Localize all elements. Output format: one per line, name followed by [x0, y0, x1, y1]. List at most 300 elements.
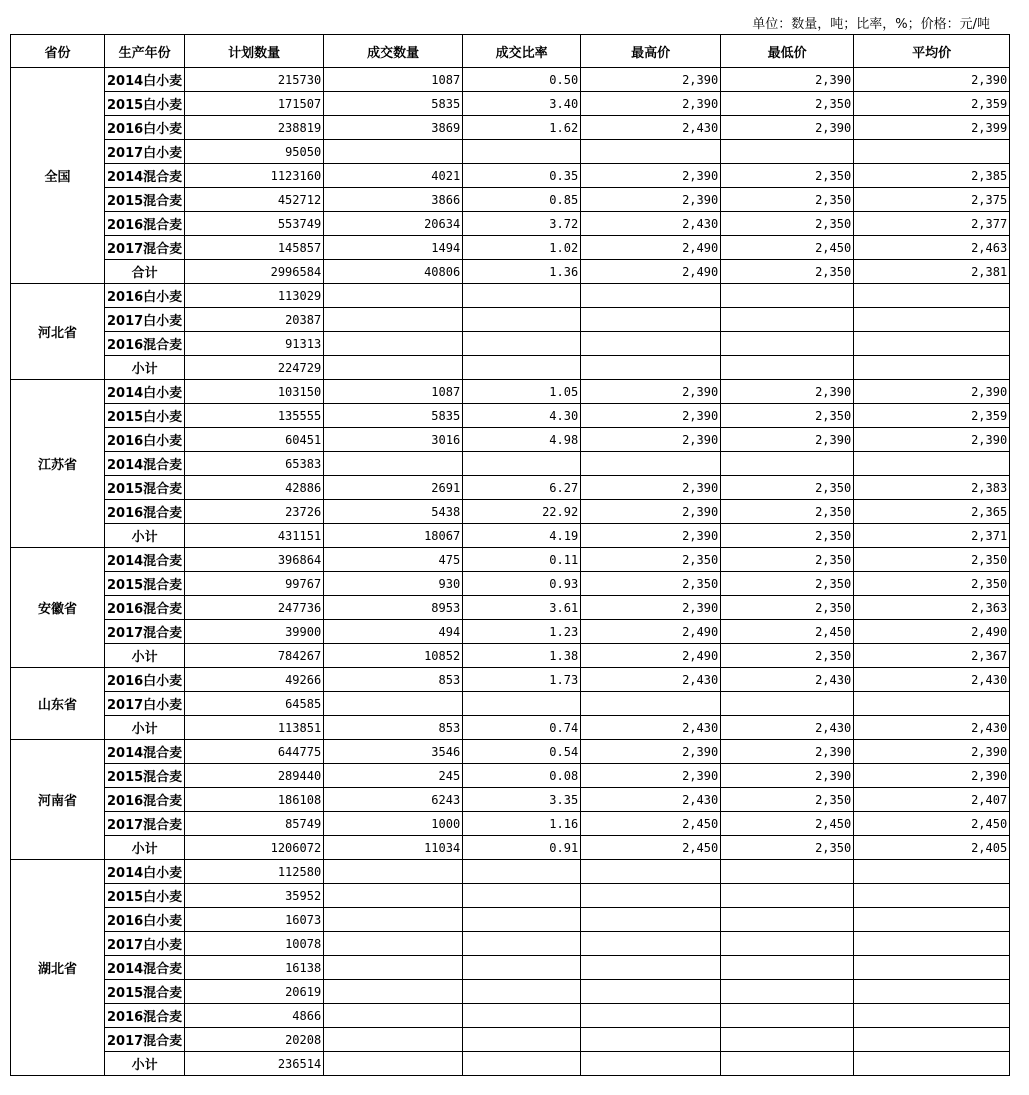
max-price-cell: 2,490: [581, 260, 721, 284]
max-price-cell: 2,390: [581, 380, 721, 404]
min-price-cell: [721, 1028, 854, 1052]
min-price-cell: [721, 1052, 854, 1076]
year-cell: 2015白小麦: [105, 92, 185, 116]
deal-qty-cell: 6243: [324, 788, 463, 812]
min-price-cell: [721, 1004, 854, 1028]
avg-price-cell: 2,399: [854, 116, 1010, 140]
year-cell: 2016白小麦: [105, 284, 185, 308]
planned-qty-cell: 85749: [185, 812, 324, 836]
avg-price-cell: [854, 980, 1010, 1004]
min-price-cell: 2,450: [721, 620, 854, 644]
deal-ratio-cell: [463, 356, 581, 380]
year-cell: 2016混合麦: [105, 212, 185, 236]
subtotal-label: 小计: [105, 524, 185, 548]
year-cell: 2017混合麦: [105, 236, 185, 260]
max-price-cell: 2,390: [581, 428, 721, 452]
avg-price-cell: [854, 1028, 1010, 1052]
table-row: [11, 956, 1010, 980]
min-price-cell: [721, 980, 854, 1004]
planned-qty-cell: 215730: [185, 68, 324, 92]
max-price-cell: [581, 980, 721, 1004]
planned-qty-cell: 35952: [185, 884, 324, 908]
min-price-cell: 2,430: [721, 716, 854, 740]
year-cell: 2016混合麦: [105, 788, 185, 812]
avg-price-cell: [854, 356, 1010, 380]
year-cell: 2014混合麦: [105, 164, 185, 188]
deal-ratio-cell: 3.40: [463, 92, 581, 116]
max-price-cell: [581, 332, 721, 356]
min-price-cell: 2,350: [721, 644, 854, 668]
year-cell: 2016混合麦: [105, 1004, 185, 1028]
avg-price-cell: 2,381: [854, 260, 1010, 284]
planned-qty-cell: 1123160: [185, 164, 324, 188]
table-row: [11, 548, 1010, 572]
min-price-cell: [721, 908, 854, 932]
year-cell: 2016混合麦: [105, 332, 185, 356]
deal-ratio-cell: 1.36: [463, 260, 581, 284]
deal-qty-cell: 2691: [324, 476, 463, 500]
deal-qty-cell: 10852: [324, 644, 463, 668]
min-price-cell: 2,390: [721, 428, 854, 452]
deal-ratio-cell: [463, 452, 581, 476]
avg-price-cell: [854, 956, 1010, 980]
table-row: [11, 812, 1010, 836]
unit-note: 单位：数量，吨；比率，%；价格：元/吨: [752, 17, 990, 32]
min-price-cell: [721, 692, 854, 716]
max-price-cell: 2,490: [581, 644, 721, 668]
min-price-cell: 2,450: [721, 812, 854, 836]
deal-ratio-cell: [463, 908, 581, 932]
max-price-cell: 2,390: [581, 188, 721, 212]
table-row: [11, 764, 1010, 788]
max-price-cell: 2,390: [581, 68, 721, 92]
header-deal-qty: 成交数量: [324, 35, 463, 68]
deal-qty-cell: [324, 1004, 463, 1028]
table-row: [11, 380, 1010, 404]
year-cell: 2017白小麦: [105, 308, 185, 332]
table-row: [11, 236, 1010, 260]
year-cell: 2014混合麦: [105, 956, 185, 980]
max-price-cell: 2,390: [581, 404, 721, 428]
deal-qty-cell: 11034: [324, 836, 463, 860]
year-cell: 2016白小麦: [105, 668, 185, 692]
min-price-cell: 2,390: [721, 116, 854, 140]
avg-price-cell: [854, 692, 1010, 716]
avg-price-cell: [854, 332, 1010, 356]
planned-qty-cell: 1206072: [185, 836, 324, 860]
planned-qty-cell: 452712: [185, 188, 324, 212]
table-row: [11, 68, 1010, 92]
planned-qty-cell: 238819: [185, 116, 324, 140]
max-price-cell: 2,390: [581, 740, 721, 764]
table-row: [11, 836, 1010, 860]
deal-ratio-cell: 3.35: [463, 788, 581, 812]
table-row: [11, 332, 1010, 356]
avg-price-cell: [854, 140, 1010, 164]
deal-ratio-cell: [463, 140, 581, 164]
header-min-price: 最低价: [721, 35, 854, 68]
year-cell: 2016混合麦: [105, 596, 185, 620]
max-price-cell: 2,430: [581, 668, 721, 692]
province-cell: 江苏省: [11, 380, 105, 548]
deal-ratio-cell: [463, 332, 581, 356]
max-price-cell: 2,430: [581, 116, 721, 140]
year-cell: 2016白小麦: [105, 908, 185, 932]
planned-qty-cell: 49266: [185, 668, 324, 692]
min-price-cell: [721, 452, 854, 476]
planned-qty-cell: 99767: [185, 572, 324, 596]
deal-ratio-cell: [463, 1052, 581, 1076]
table-row: [11, 428, 1010, 452]
planned-qty-cell: 784267: [185, 644, 324, 668]
year-cell: 2014白小麦: [105, 68, 185, 92]
table-body: [11, 68, 1010, 1076]
planned-qty-cell: 42886: [185, 476, 324, 500]
planned-qty-cell: 20387: [185, 308, 324, 332]
avg-price-cell: [854, 1052, 1010, 1076]
max-price-cell: [581, 1052, 721, 1076]
planned-qty-cell: 60451: [185, 428, 324, 452]
deal-qty-cell: 4021: [324, 164, 463, 188]
min-price-cell: [721, 332, 854, 356]
deal-ratio-cell: 0.50: [463, 68, 581, 92]
planned-qty-cell: 396864: [185, 548, 324, 572]
deal-qty-cell: [324, 932, 463, 956]
planned-qty-cell: 289440: [185, 764, 324, 788]
avg-price-cell: 2,390: [854, 764, 1010, 788]
deal-qty-cell: 1087: [324, 380, 463, 404]
table-row: [11, 716, 1010, 740]
deal-ratio-cell: 1.05: [463, 380, 581, 404]
header-province: 省份: [11, 35, 105, 68]
deal-ratio-cell: 3.61: [463, 596, 581, 620]
avg-price-cell: 2,490: [854, 620, 1010, 644]
avg-price-cell: 2,430: [854, 716, 1010, 740]
min-price-cell: [721, 884, 854, 908]
table-row: [11, 500, 1010, 524]
year-cell: 2017混合麦: [105, 1028, 185, 1052]
table-row: [11, 452, 1010, 476]
table-row: [11, 356, 1010, 380]
max-price-cell: [581, 884, 721, 908]
deal-ratio-cell: [463, 956, 581, 980]
deal-qty-cell: 5835: [324, 404, 463, 428]
table-row: [11, 260, 1010, 284]
deal-qty-cell: 3016: [324, 428, 463, 452]
table-row: [11, 788, 1010, 812]
max-price-cell: [581, 956, 721, 980]
subtotal-label: 合计: [105, 260, 185, 284]
planned-qty-cell: 16138: [185, 956, 324, 980]
avg-price-cell: 2,450: [854, 812, 1010, 836]
min-price-cell: 2,390: [721, 764, 854, 788]
deal-qty-cell: 1000: [324, 812, 463, 836]
min-price-cell: 2,350: [721, 404, 854, 428]
min-price-cell: 2,350: [721, 524, 854, 548]
table-row: [11, 884, 1010, 908]
province-cell: 湖北省: [11, 860, 105, 1076]
table-row: [11, 692, 1010, 716]
max-price-cell: 2,390: [581, 92, 721, 116]
deal-qty-cell: 3869: [324, 116, 463, 140]
table-row: [11, 740, 1010, 764]
deal-ratio-cell: [463, 980, 581, 1004]
year-cell: 2014混合麦: [105, 452, 185, 476]
max-price-cell: [581, 692, 721, 716]
year-cell: 2017白小麦: [105, 932, 185, 956]
deal-ratio-cell: 1.02: [463, 236, 581, 260]
deal-ratio-cell: [463, 308, 581, 332]
subtotal-label: 小计: [105, 836, 185, 860]
deal-qty-cell: [324, 284, 463, 308]
deal-qty-cell: [324, 356, 463, 380]
deal-ratio-cell: 22.92: [463, 500, 581, 524]
planned-qty-cell: 10078: [185, 932, 324, 956]
table-row: [11, 1028, 1010, 1052]
table-row: [11, 212, 1010, 236]
planned-qty-cell: 23726: [185, 500, 324, 524]
planned-qty-cell: 2996584: [185, 260, 324, 284]
deal-ratio-cell: 1.73: [463, 668, 581, 692]
deal-ratio-cell: [463, 860, 581, 884]
max-price-cell: [581, 140, 721, 164]
deal-ratio-cell: 0.91: [463, 836, 581, 860]
deal-ratio-cell: 4.19: [463, 524, 581, 548]
deal-ratio-cell: 1.16: [463, 812, 581, 836]
deal-qty-cell: [324, 332, 463, 356]
avg-price-cell: 2,363: [854, 596, 1010, 620]
deal-ratio-cell: [463, 284, 581, 308]
table-row: [11, 308, 1010, 332]
table-row: [11, 476, 1010, 500]
max-price-cell: 2,430: [581, 716, 721, 740]
min-price-cell: [721, 356, 854, 380]
deal-qty-cell: 40806: [324, 260, 463, 284]
avg-price-cell: 2,385: [854, 164, 1010, 188]
max-price-cell: [581, 308, 721, 332]
min-price-cell: 2,350: [721, 188, 854, 212]
year-cell: 2016白小麦: [105, 116, 185, 140]
table-row: [11, 1052, 1010, 1076]
deal-qty-cell: 853: [324, 668, 463, 692]
province-cell: 河南省: [11, 740, 105, 860]
max-price-cell: 2,450: [581, 836, 721, 860]
max-price-cell: 2,350: [581, 548, 721, 572]
max-price-cell: 2,390: [581, 524, 721, 548]
avg-price-cell: 2,405: [854, 836, 1010, 860]
header-avg-price: 平均价: [854, 35, 1010, 68]
year-cell: 2017白小麦: [105, 692, 185, 716]
header-max-price: 最高价: [581, 35, 721, 68]
year-cell: 2017白小麦: [105, 140, 185, 164]
deal-ratio-cell: 4.98: [463, 428, 581, 452]
table-row: [11, 572, 1010, 596]
table-row: [11, 140, 1010, 164]
table-row: [11, 92, 1010, 116]
min-price-cell: 2,350: [721, 164, 854, 188]
deal-ratio-cell: 1.23: [463, 620, 581, 644]
header-planned-qty: 计划数量: [185, 35, 324, 68]
min-price-cell: [721, 860, 854, 884]
max-price-cell: [581, 860, 721, 884]
table-row: [11, 116, 1010, 140]
wheat-auction-table: [10, 34, 1010, 1076]
subtotal-label: 小计: [105, 716, 185, 740]
deal-qty-cell: 930: [324, 572, 463, 596]
max-price-cell: 2,390: [581, 500, 721, 524]
subtotal-label: 小计: [105, 1052, 185, 1076]
avg-price-cell: [854, 908, 1010, 932]
planned-qty-cell: 113029: [185, 284, 324, 308]
planned-qty-cell: 20619: [185, 980, 324, 1004]
year-cell: 2015混合麦: [105, 980, 185, 1004]
avg-price-cell: [854, 884, 1010, 908]
min-price-cell: 2,350: [721, 836, 854, 860]
max-price-cell: 2,390: [581, 596, 721, 620]
deal-qty-cell: 18067: [324, 524, 463, 548]
deal-qty-cell: 5438: [324, 500, 463, 524]
avg-price-cell: 2,371: [854, 524, 1010, 548]
deal-qty-cell: [324, 980, 463, 1004]
planned-qty-cell: 113851: [185, 716, 324, 740]
year-cell: 2015白小麦: [105, 404, 185, 428]
deal-qty-cell: [324, 908, 463, 932]
avg-price-cell: [854, 308, 1010, 332]
min-price-cell: 2,350: [721, 212, 854, 236]
avg-price-cell: 2,430: [854, 668, 1010, 692]
subtotal-label: 小计: [105, 644, 185, 668]
header-row: [11, 35, 1010, 68]
deal-ratio-cell: 0.11: [463, 548, 581, 572]
deal-ratio-cell: 0.74: [463, 716, 581, 740]
min-price-cell: 2,390: [721, 740, 854, 764]
min-price-cell: 2,350: [721, 260, 854, 284]
min-price-cell: 2,350: [721, 476, 854, 500]
planned-qty-cell: 553749: [185, 212, 324, 236]
avg-price-cell: 2,377: [854, 212, 1010, 236]
max-price-cell: 2,490: [581, 236, 721, 260]
deal-qty-cell: 8953: [324, 596, 463, 620]
deal-qty-cell: 494: [324, 620, 463, 644]
max-price-cell: 2,450: [581, 812, 721, 836]
avg-price-cell: 2,390: [854, 428, 1010, 452]
year-cell: 2015混合麦: [105, 188, 185, 212]
avg-price-cell: 2,383: [854, 476, 1010, 500]
min-price-cell: [721, 284, 854, 308]
min-price-cell: [721, 140, 854, 164]
deal-ratio-cell: 0.93: [463, 572, 581, 596]
year-cell: 2015混合麦: [105, 476, 185, 500]
max-price-cell: [581, 284, 721, 308]
deal-ratio-cell: 1.62: [463, 116, 581, 140]
deal-qty-cell: 1494: [324, 236, 463, 260]
deal-ratio-cell: 0.54: [463, 740, 581, 764]
avg-price-cell: 2,359: [854, 404, 1010, 428]
planned-qty-cell: 171507: [185, 92, 324, 116]
table-row: [11, 620, 1010, 644]
year-cell: 2015混合麦: [105, 572, 185, 596]
year-cell: 2014混合麦: [105, 740, 185, 764]
planned-qty-cell: 145857: [185, 236, 324, 260]
avg-price-cell: 2,463: [854, 236, 1010, 260]
planned-qty-cell: 65383: [185, 452, 324, 476]
deal-qty-cell: [324, 308, 463, 332]
year-cell: 2016白小麦: [105, 428, 185, 452]
min-price-cell: 2,390: [721, 380, 854, 404]
min-price-cell: [721, 956, 854, 980]
deal-ratio-cell: 0.85: [463, 188, 581, 212]
min-price-cell: 2,350: [721, 92, 854, 116]
deal-ratio-cell: 4.30: [463, 404, 581, 428]
max-price-cell: 2,430: [581, 212, 721, 236]
avg-price-cell: 2,350: [854, 572, 1010, 596]
deal-ratio-cell: [463, 1004, 581, 1028]
year-cell: 2016混合麦: [105, 500, 185, 524]
deal-ratio-cell: 0.35: [463, 164, 581, 188]
deal-qty-cell: [324, 884, 463, 908]
deal-qty-cell: 20634: [324, 212, 463, 236]
planned-qty-cell: 112580: [185, 860, 324, 884]
min-price-cell: 2,390: [721, 68, 854, 92]
avg-price-cell: [854, 860, 1010, 884]
deal-qty-cell: [324, 956, 463, 980]
subtotal-label: 小计: [105, 356, 185, 380]
min-price-cell: 2,430: [721, 668, 854, 692]
deal-ratio-cell: [463, 692, 581, 716]
table-row: [11, 980, 1010, 1004]
planned-qty-cell: 247736: [185, 596, 324, 620]
year-cell: 2014白小麦: [105, 380, 185, 404]
planned-qty-cell: 224729: [185, 356, 324, 380]
deal-ratio-cell: [463, 932, 581, 956]
province-cell: 河北省: [11, 284, 105, 380]
planned-qty-cell: 95050: [185, 140, 324, 164]
planned-qty-cell: 4866: [185, 1004, 324, 1028]
year-cell: 2017混合麦: [105, 812, 185, 836]
max-price-cell: [581, 932, 721, 956]
min-price-cell: 2,450: [721, 236, 854, 260]
deal-qty-cell: 3546: [324, 740, 463, 764]
year-cell: 2014白小麦: [105, 860, 185, 884]
avg-price-cell: [854, 452, 1010, 476]
deal-ratio-cell: 1.38: [463, 644, 581, 668]
avg-price-cell: 2,407: [854, 788, 1010, 812]
planned-qty-cell: 431151: [185, 524, 324, 548]
planned-qty-cell: 39900: [185, 620, 324, 644]
planned-qty-cell: 186108: [185, 788, 324, 812]
max-price-cell: [581, 908, 721, 932]
table-row: [11, 188, 1010, 212]
avg-price-cell: 2,375: [854, 188, 1010, 212]
avg-price-cell: 2,390: [854, 740, 1010, 764]
deal-qty-cell: 3866: [324, 188, 463, 212]
deal-qty-cell: 5835: [324, 92, 463, 116]
min-price-cell: 2,350: [721, 500, 854, 524]
deal-qty-cell: 1087: [324, 68, 463, 92]
table-row: [11, 932, 1010, 956]
max-price-cell: 2,490: [581, 620, 721, 644]
table-row: [11, 860, 1010, 884]
province-cell: 全国: [11, 68, 105, 284]
max-price-cell: 2,350: [581, 572, 721, 596]
deal-ratio-cell: 0.08: [463, 764, 581, 788]
planned-qty-cell: 64585: [185, 692, 324, 716]
header-year: 生产年份: [105, 35, 185, 68]
min-price-cell: [721, 932, 854, 956]
max-price-cell: [581, 356, 721, 380]
avg-price-cell: 2,350: [854, 548, 1010, 572]
max-price-cell: 2,390: [581, 476, 721, 500]
